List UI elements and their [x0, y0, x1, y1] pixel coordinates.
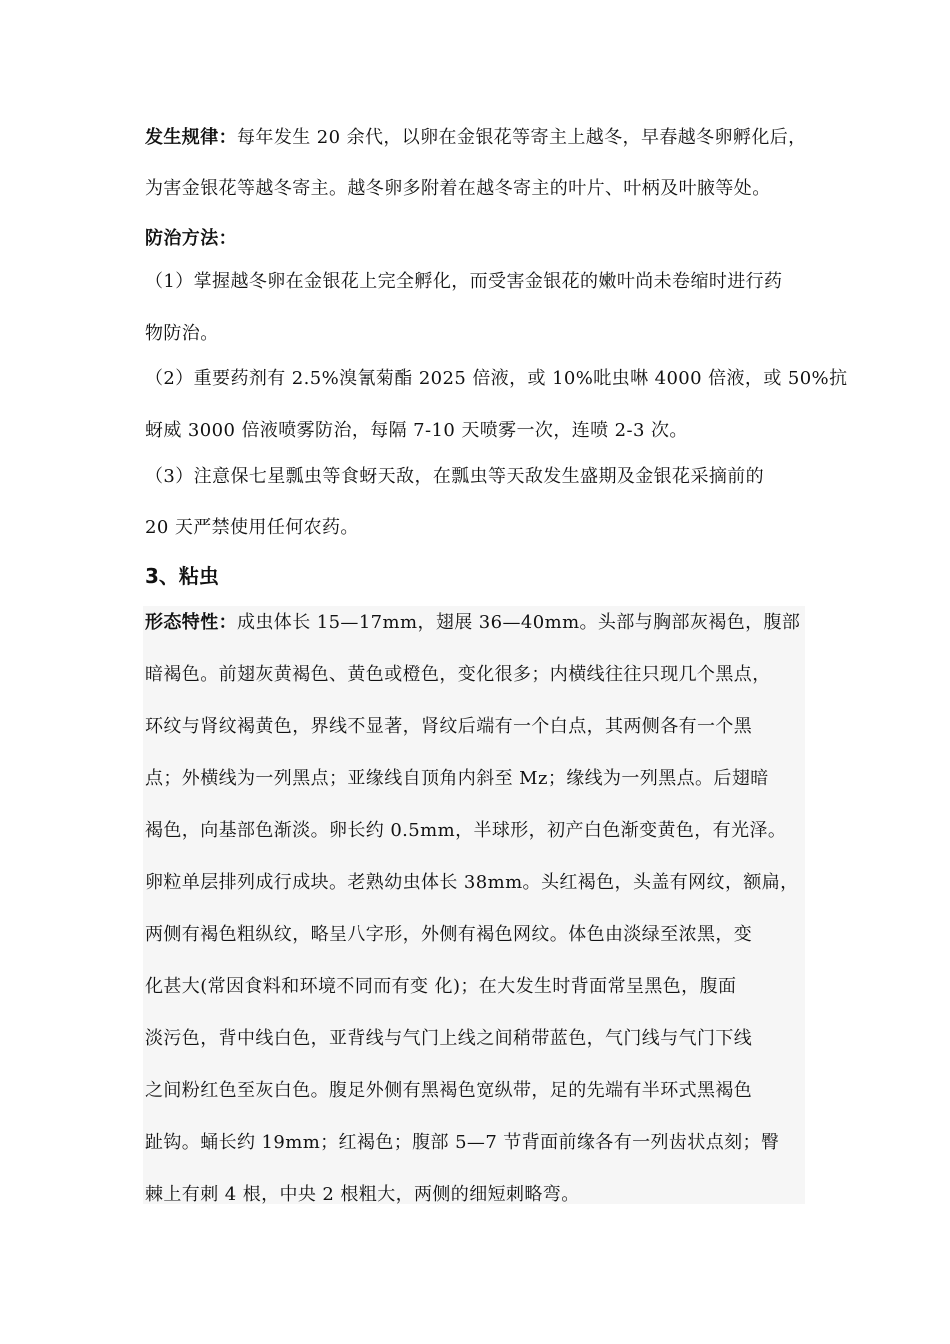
control-item-2-line-1: （2）重要药剂有 2.5%溴氰菊酯 2025 倍液，或 10%吡虫啉 4000 倍液，或 50%抗 — [145, 368, 848, 389]
control-methods-label: 防治方法： — [145, 228, 237, 249]
occurrence-paragraph-line-1 — [145, 125, 807, 151]
morphology-line-6: 卵粒单层排列成行成块。老熟幼虫体长 38mm。头红褐色，头盖有网纹，额扁， — [145, 872, 799, 893]
occurrence-label: 发生规律 — [145, 127, 219, 148]
morphology-line-7: 两侧有褐色粗纵纹，略呈八字形，外侧有褐色网纹。体色由淡绿至浓黑，变 — [145, 924, 753, 945]
section-heading-armyworm: 3、粘虫 — [145, 564, 219, 588]
morphology-label: 形态特性： — [145, 612, 237, 633]
morphology-line-8: 化甚大(常因食料和环境不同而有变 化)；在大发生时背面常呈黑色，腹面 — [145, 976, 737, 997]
control-item-3-line-2: 20 天严禁使用任何农药。 — [145, 517, 359, 538]
morphology-line-3: 环纹与肾纹褐黄色，界线不显著，肾纹后端有一个白点，其两侧各有一个黑 — [145, 716, 753, 737]
control-item-3-line-1: （3）注意保七星瓢虫等食蚜天敌，在瓢虫等天敌发生盛期及金银花采摘前的 — [145, 466, 765, 487]
morphology-line-10: 之间粉红色至灰白色。腹足外侧有黑褐色宽纵带，足的先端有半环式黑褐色 — [145, 1080, 753, 1101]
control-item-1-line-1: （1）掌握越冬卵在金银花上完全孵化，而受害金银花的嫩叶尚未卷缩时进行药 — [145, 271, 783, 292]
morphology-line-12: 棘上有刺 4 根，中央 2 根粗大，两侧的细短刺略弯。 — [145, 1184, 580, 1205]
occurrence-colon: ： — [218, 127, 238, 148]
control-item-2-line-2: 蚜威 3000 倍液喷雾防治，每隔 7-10 天喷雾一次，连喷 2-3 次。 — [145, 420, 688, 441]
morphology-line-4: 点；外横线为一列黑点；亚缘线自顶角内斜至 Mz；缘线为一列黑点。后翅暗 — [145, 768, 769, 789]
morphology-shaded-block — [143, 606, 805, 1204]
morphology-text-1: 成虫体长 15—17mm，翅展 36—40mm。头部与胸部灰褐色，腹部 — [237, 612, 801, 633]
morphology-line-5: 褐色，向基部色渐淡。卵长约 0.5mm，半球形，初产白色渐变黄色，有光泽。 — [145, 820, 787, 841]
morphology-line-9: 淡污色，背中线白色，亚背线与气门上线之间稍带蓝色，气门线与气门下线 — [145, 1028, 753, 1049]
control-item-1-line-2: 物防治。 — [145, 323, 219, 344]
occurrence-text-2: 为害金银花等越冬寄主。越冬卵多附着在越冬寄主的叶片、叶柄及叶腋等处。 — [145, 178, 771, 199]
morphology-line-2: 暗褐色。前翅灰黄褐色、黄色或橙色，变化很多；内横线往往只现几个黑点， — [145, 664, 771, 685]
morphology-line-1 — [145, 610, 800, 636]
occurrence-text-1: 每年发生 20 余代，以卵在金银花等寄主上越冬，早春越冬卵孵化后， — [237, 127, 807, 148]
morphology-line-11: 趾钩。蛹长约 19mm；红褐色；腹部 5—7 节背面前缘各有一列齿状点刻；臀 — [145, 1132, 780, 1153]
